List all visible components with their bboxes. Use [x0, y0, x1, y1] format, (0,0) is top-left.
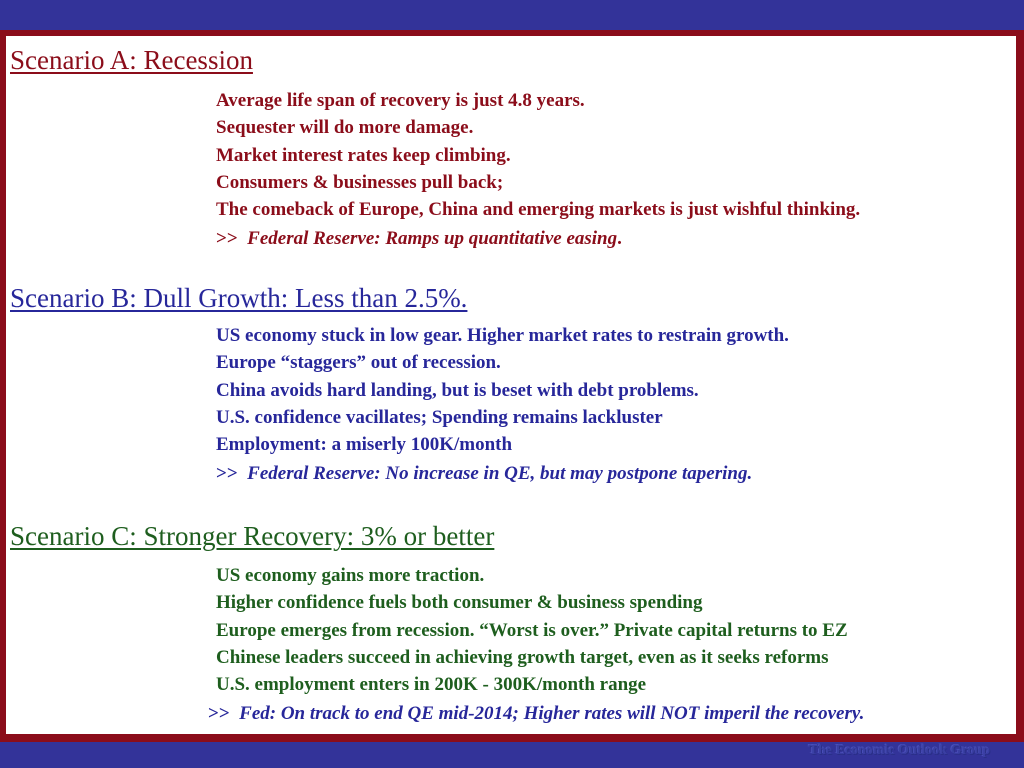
scenario-b-heading: Scenario B: Dull Growth: Less than 2.5%.	[10, 283, 468, 313]
scenario-a-line: The comeback of Europe, China and emerging markets is just wishful thinking.	[216, 199, 861, 221]
scenario-a-line: Average life span of recovery is just 4.8 years.	[216, 90, 585, 111]
scenario-b-line: Employment: a miserly 100K/month	[216, 434, 513, 456]
scenario-a-line: Consumers & businesses pull back;	[216, 171, 504, 193]
scenario-a-fed-note	[216, 228, 622, 250]
scenario-a-line: Sequester will do more damage.	[216, 117, 474, 139]
fed-arrow: >>	[216, 228, 238, 249]
scenario-b-list	[216, 322, 789, 458]
scenario-c-line: U.S. employment enters in 200K - 300K/month range	[216, 674, 647, 696]
scenario-a-list	[216, 87, 860, 223]
scenario-b-fed-note	[216, 463, 752, 485]
fed-arrow: >>	[216, 463, 238, 484]
footer-watermark: The Economic Outlook Group	[808, 743, 990, 758]
scenario-c-fed-note	[208, 703, 864, 725]
scenario-a-heading: Scenario A: Recession	[10, 45, 253, 75]
scenario-b-line: China avoids hard landing, but is beset with debt problems.	[216, 379, 699, 401]
scenario-c-line: Higher confidence fuels both consumer & business spending	[216, 592, 703, 614]
scenario-c-line: Europe emerges from recession. “Worst is over.” Private capital returns to EZ	[216, 619, 848, 641]
fed-outlook: Federal Reserve: No increase in QE, but may postpone tapering.	[247, 463, 753, 484]
fed-outlook: Fed: On track to end QE mid-2014; Higher rates will NOT imperil the recovery.	[239, 703, 865, 724]
fed-arrow: >>	[208, 703, 230, 724]
scenario-c-heading: Scenario C: Stronger Recovery: 3% or better	[10, 521, 495, 551]
scenario-c-line: US economy gains more traction.	[216, 565, 485, 586]
fed-outlook: Federal Reserve: Ramps up quantitative easing	[247, 228, 618, 249]
scenario-c-line: Chinese leaders succeed in achieving growth target, even as it seeks reforms	[216, 646, 829, 668]
scenario-b-line: US economy stuck in low gear. Higher market rates to restrain growth.	[216, 325, 789, 346]
scenario-b-line: U.S. confidence vacillates; Spending remains lackluster	[216, 406, 663, 428]
fed-period: .	[617, 228, 622, 249]
scenario-c-list	[216, 562, 848, 698]
scenario-a-line: Market interest rates keep climbing.	[216, 144, 511, 166]
scenario-b-line: Europe “staggers” out of recession.	[216, 352, 501, 374]
top-bar	[0, 0, 1024, 30]
